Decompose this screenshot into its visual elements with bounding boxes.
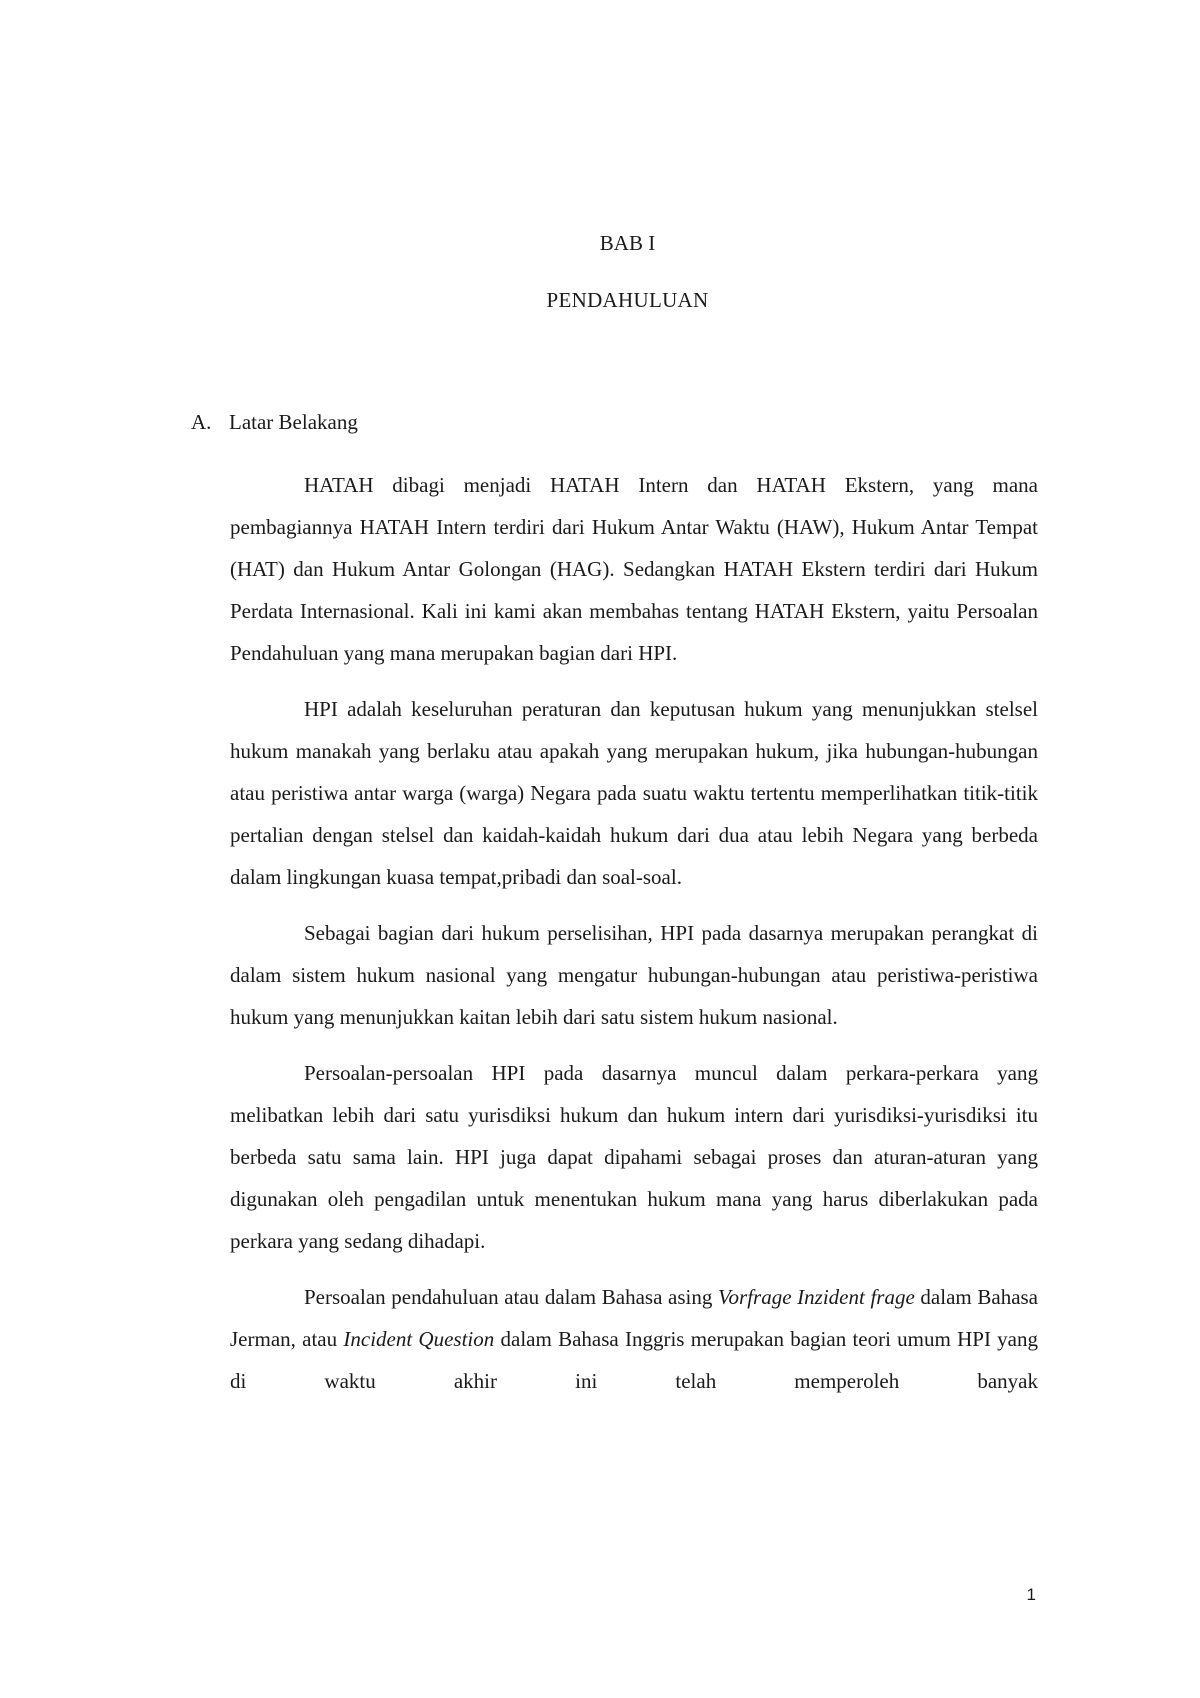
- paragraph-2: HPI adalah keseluruhan peraturan dan keputusan hukum yang menunjukkan stelsel hukum manakah yang berlaku atau apakah yang merupakan hukum, jika hubungan-hubungan atau peristiwa antar warga (warga) Negara pada suatu waktu tertentu memperlihatkan titik-titik pertalian dengan stelsel dan kaidah-kaidah hukum dari dua atau lebih Negara yang berbeda dalam lingkungan kuasa tempat,pribadi dan soal-soal.: [230, 697, 1038, 889]
- paragraph-5: [230, 1276, 1038, 1402]
- paragraph-5-part-1: Persoalan pendahuluan atau dalam Bahasa asing: [304, 1285, 719, 1309]
- section-title: Latar Belakang: [229, 410, 358, 434]
- paragraph-5-italic-term-german: Vorfrage Inzident frage: [718, 1285, 915, 1309]
- paragraph-5-italic-term-english: Incident Question: [343, 1327, 495, 1351]
- section-heading: [191, 407, 358, 437]
- paragraph-3: Sebagai bagian dari hukum perselisihan, HPI pada dasarnya merupakan perangkat di dalam sistem hukum nasional yang mengatur hubungan-hubungan atau peristiwa-peristiwa hukum yang menunjukkan kaitan lebih dari satu sistem hukum nasional.: [230, 921, 1038, 1029]
- section-letter: A.: [191, 410, 212, 434]
- paragraph-5-part-3: dalam Bahasa Inggris merupakan bagian teori umum HPI yang di waktu akhir ini telah memperoleh banyak: [230, 1327, 1039, 1393]
- body-text: [230, 464, 1038, 1416]
- paragraph-5-part-2: dalam Bahasa Jerman, atau: [230, 1285, 1039, 1351]
- paragraph-1: HATAH dibagi menjadi HATAH Intern dan HATAH Ekstern, yang mana pembagiannya HATAH Intern terdiri dari Hukum Antar Waktu (HAW), Hukum Antar Tempat (HAT) dan Hukum Antar Golongan (HAG). Sedangkan HATAH Ekstern terdiri dari Hukum Perdata Internasional. Kali ini kami akan membahas tentang HATAH Ekstern, yaitu Persoalan Pendahuluan yang mana merupakan bagian dari HPI.: [230, 473, 1038, 665]
- page-number: 1: [1026, 1585, 1036, 1604]
- paragraph-4: Persoalan-persoalan HPI pada dasarnya muncul dalam perkara-perkara yang melibatkan lebih dari satu yurisdiksi hukum dan hukum intern dari yurisdiksi-yurisdiksi itu berbeda satu sama lain. HPI juga dapat dipahami sebagai proses dan aturan-aturan yang digunakan oleh pengadilan untuk menentukan hukum mana yang harus diberlakukan pada perkara yang sedang dihadapi.: [230, 1061, 1038, 1253]
- chapter-title: PENDAHULUAN: [546, 288, 709, 312]
- chapter-number: BAB I: [599, 231, 656, 255]
